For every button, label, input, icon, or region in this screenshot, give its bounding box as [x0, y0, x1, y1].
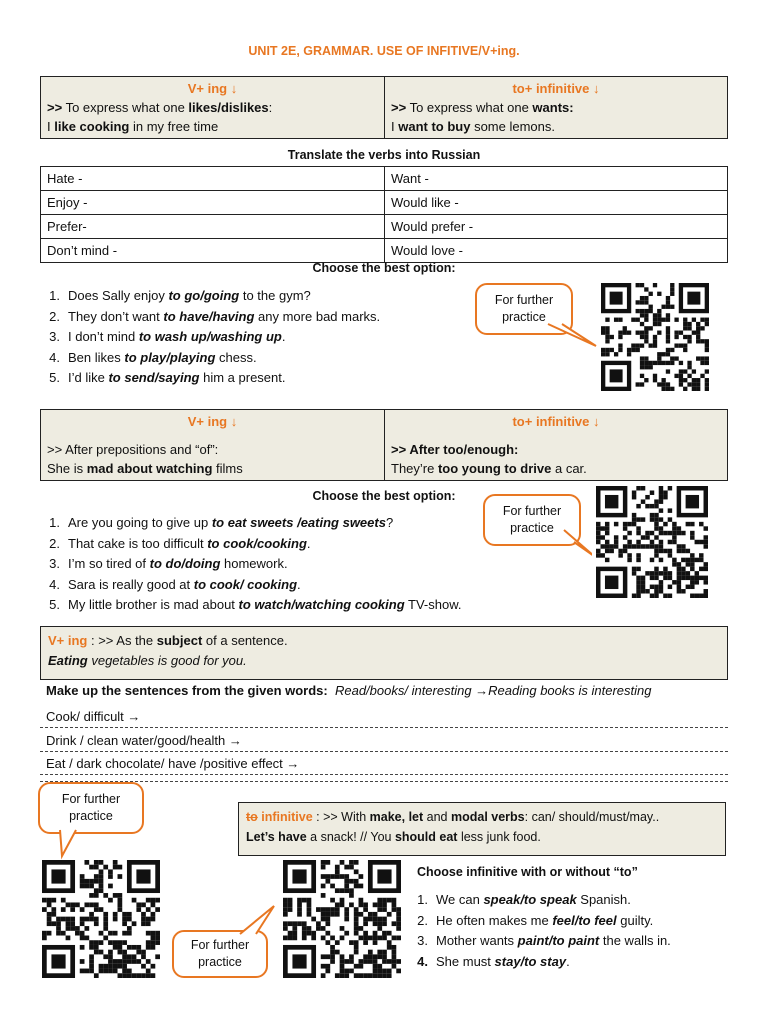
- rule-cell-infinitive: [385, 410, 728, 481]
- option-choice[interactable]: stay/to stay: [494, 953, 567, 969]
- list-item: 5. My little brother is mad about to watch/watching cooking TV-show.: [49, 597, 462, 612]
- list-item: 1. We can speak/to speak Spanish.: [417, 892, 631, 907]
- option-choice[interactable]: paint/to paint: [517, 933, 600, 948]
- rule-text-likes: >> To express what one likes/dislikes:: [47, 100, 273, 115]
- makeup-line[interactable]: Eat / dark chocolate/ have /positive effect →: [46, 756, 300, 771]
- qr-code-icon[interactable]: [592, 486, 712, 598]
- rule-cell-ving: [41, 77, 385, 139]
- translate-cell[interactable]: Want -: [385, 167, 728, 191]
- makeup-heading-row: [46, 682, 726, 700]
- rule-text-too-enough: >> After too/enough:: [391, 442, 519, 457]
- option-choice[interactable]: to play/playing: [124, 349, 216, 365]
- rule-heading-ving: V+ ing ↓: [187, 414, 238, 429]
- qr-code-icon[interactable]: [598, 283, 712, 391]
- further-practice-bubble: For further practice: [38, 782, 144, 834]
- list-item: 3. Mother wants paint/to paint the walls in.: [417, 933, 671, 948]
- exercise3-list: [412, 890, 732, 972]
- option-choice[interactable]: to cook/cooking: [207, 535, 307, 551]
- list-item: 2. He often makes me feel/to feel guilty.: [417, 912, 654, 928]
- rule-cell-ving: [41, 410, 385, 481]
- list-item: 1. Are you going to give up to eat sweets /eating sweets?: [49, 515, 394, 530]
- option-choice[interactable]: to eat sweets /eating sweets: [211, 515, 386, 530]
- qr-code-icon[interactable]: [280, 860, 404, 978]
- rule-text-prepositions: >> After prepositions and “of”:: [47, 442, 219, 457]
- rule-example-subject: Eating vegetables is good for you.: [48, 653, 247, 668]
- answer-line[interactable]: [40, 781, 728, 782]
- makeup-heading: Make up the sentences from the given words:: [46, 683, 328, 698]
- rule-example-prepositions: She is mad about watching films: [47, 461, 243, 476]
- further-practice-bubble: For further practice: [475, 283, 573, 335]
- option-choice[interactable]: to send/saying: [108, 370, 200, 385]
- rule-heading-ving: V+ ing ↓: [187, 81, 238, 96]
- bubble-tail: [234, 904, 278, 938]
- option-choice[interactable]: to have/having: [163, 308, 255, 324]
- rule-box-modal: [238, 802, 726, 856]
- page-title: UNIT 2E, GRAMMAR. USE OF INFITIVE/V+ing.: [248, 44, 520, 58]
- exercise3-heading: Choose infinitive with or without “to”: [417, 865, 638, 879]
- translate-heading: Translate the verbs into Russian: [287, 148, 481, 162]
- option-choice[interactable]: speak/to speak: [483, 892, 577, 907]
- list-item: 1. Does Sally enjoy to go/going to the gym?: [49, 288, 311, 303]
- list-item: 2. That cake is too difficult to cook/cooking.: [49, 535, 311, 551]
- rule-example-too-enough: They’re too young to drive a car.: [391, 461, 587, 476]
- bubble-tail: [56, 828, 86, 860]
- option-choice[interactable]: to go/going: [168, 288, 240, 303]
- list-item: 3. I’m so tired of to do/doing homework.: [49, 556, 288, 571]
- option-choice[interactable]: to watch/watching cooking: [238, 597, 405, 612]
- answer-line[interactable]: [40, 751, 728, 752]
- rule-example-likes: I like cooking in my free time: [47, 119, 219, 134]
- exercise2-heading: Choose the best option:: [312, 489, 456, 503]
- answer-line[interactable]: [40, 727, 728, 728]
- list-item: 3. I don’t mind to wash up/washing up.: [49, 329, 286, 344]
- rule-text-wants: >> To express what one wants:: [391, 100, 574, 115]
- translate-cell[interactable]: Would like -: [385, 191, 728, 215]
- makeup-line[interactable]: Drink / clean water/good/health →: [46, 733, 242, 748]
- translate-cell[interactable]: Don’t mind -: [41, 239, 385, 263]
- answer-line[interactable]: [40, 774, 728, 775]
- option-choice[interactable]: to cook/ cooking: [193, 576, 298, 592]
- translate-cell[interactable]: Enjoy -: [41, 191, 385, 215]
- rules-table-prepositions-too: [40, 409, 728, 481]
- translate-cell[interactable]: Hate -: [41, 167, 385, 191]
- rule-text-modal: to infinitive : >> With make, let and modal verbs: can/ should/must/may..: [246, 810, 660, 824]
- list-item: 5. I’d like to send/saying him a present.: [49, 370, 286, 385]
- rule-heading-infinitive: to+ infinitive ↓: [512, 414, 600, 429]
- further-practice-bubble: For further practice: [483, 494, 581, 546]
- option-choice[interactable]: feel/to feel: [552, 912, 617, 928]
- translate-cell[interactable]: Would prefer -: [385, 215, 728, 239]
- exercise2-list: [44, 513, 494, 616]
- translate-cell[interactable]: Would love -: [385, 239, 728, 263]
- rule-example-wants: I want to buy some lemons.: [391, 119, 555, 134]
- qr-code-icon[interactable]: [38, 860, 164, 978]
- rules-table-likes-wants: [40, 76, 728, 139]
- bubble-tail: [540, 322, 600, 352]
- exercise1-list: [44, 286, 474, 389]
- rule-text-subject: V+ ing : >> As the subject of a sentence.: [48, 633, 288, 648]
- makeup-example: Read/books/ interesting →Reading books is interesting: [334, 683, 652, 698]
- translate-table: [40, 166, 728, 263]
- rule-box-subject: [40, 626, 728, 680]
- list-item: 4. Sara is really good at to cook/ cooking.: [49, 576, 301, 592]
- rule-example-modal: Let’s have a snack! // You should eat less junk food.: [246, 830, 541, 844]
- list-item: 2. They don’t want to have/having any more bad marks.: [49, 308, 381, 324]
- exercise1-heading: Choose the best option:: [312, 261, 456, 275]
- translate-cell[interactable]: Prefer-: [41, 215, 385, 239]
- makeup-line[interactable]: Cook/ difficult →: [46, 709, 141, 724]
- list-item: 4. She must stay/to stay.: [417, 953, 570, 969]
- further-practice-bubble: For further practice: [172, 930, 268, 978]
- rule-cell-infinitive: [385, 77, 728, 139]
- option-choice[interactable]: to wash up/washing up: [138, 329, 282, 344]
- list-item: 4. Ben likes to play/playing chess.: [49, 349, 257, 365]
- rule-heading-infinitive: to+ infinitive ↓: [512, 81, 600, 96]
- option-choice[interactable]: to do/doing: [149, 556, 221, 571]
